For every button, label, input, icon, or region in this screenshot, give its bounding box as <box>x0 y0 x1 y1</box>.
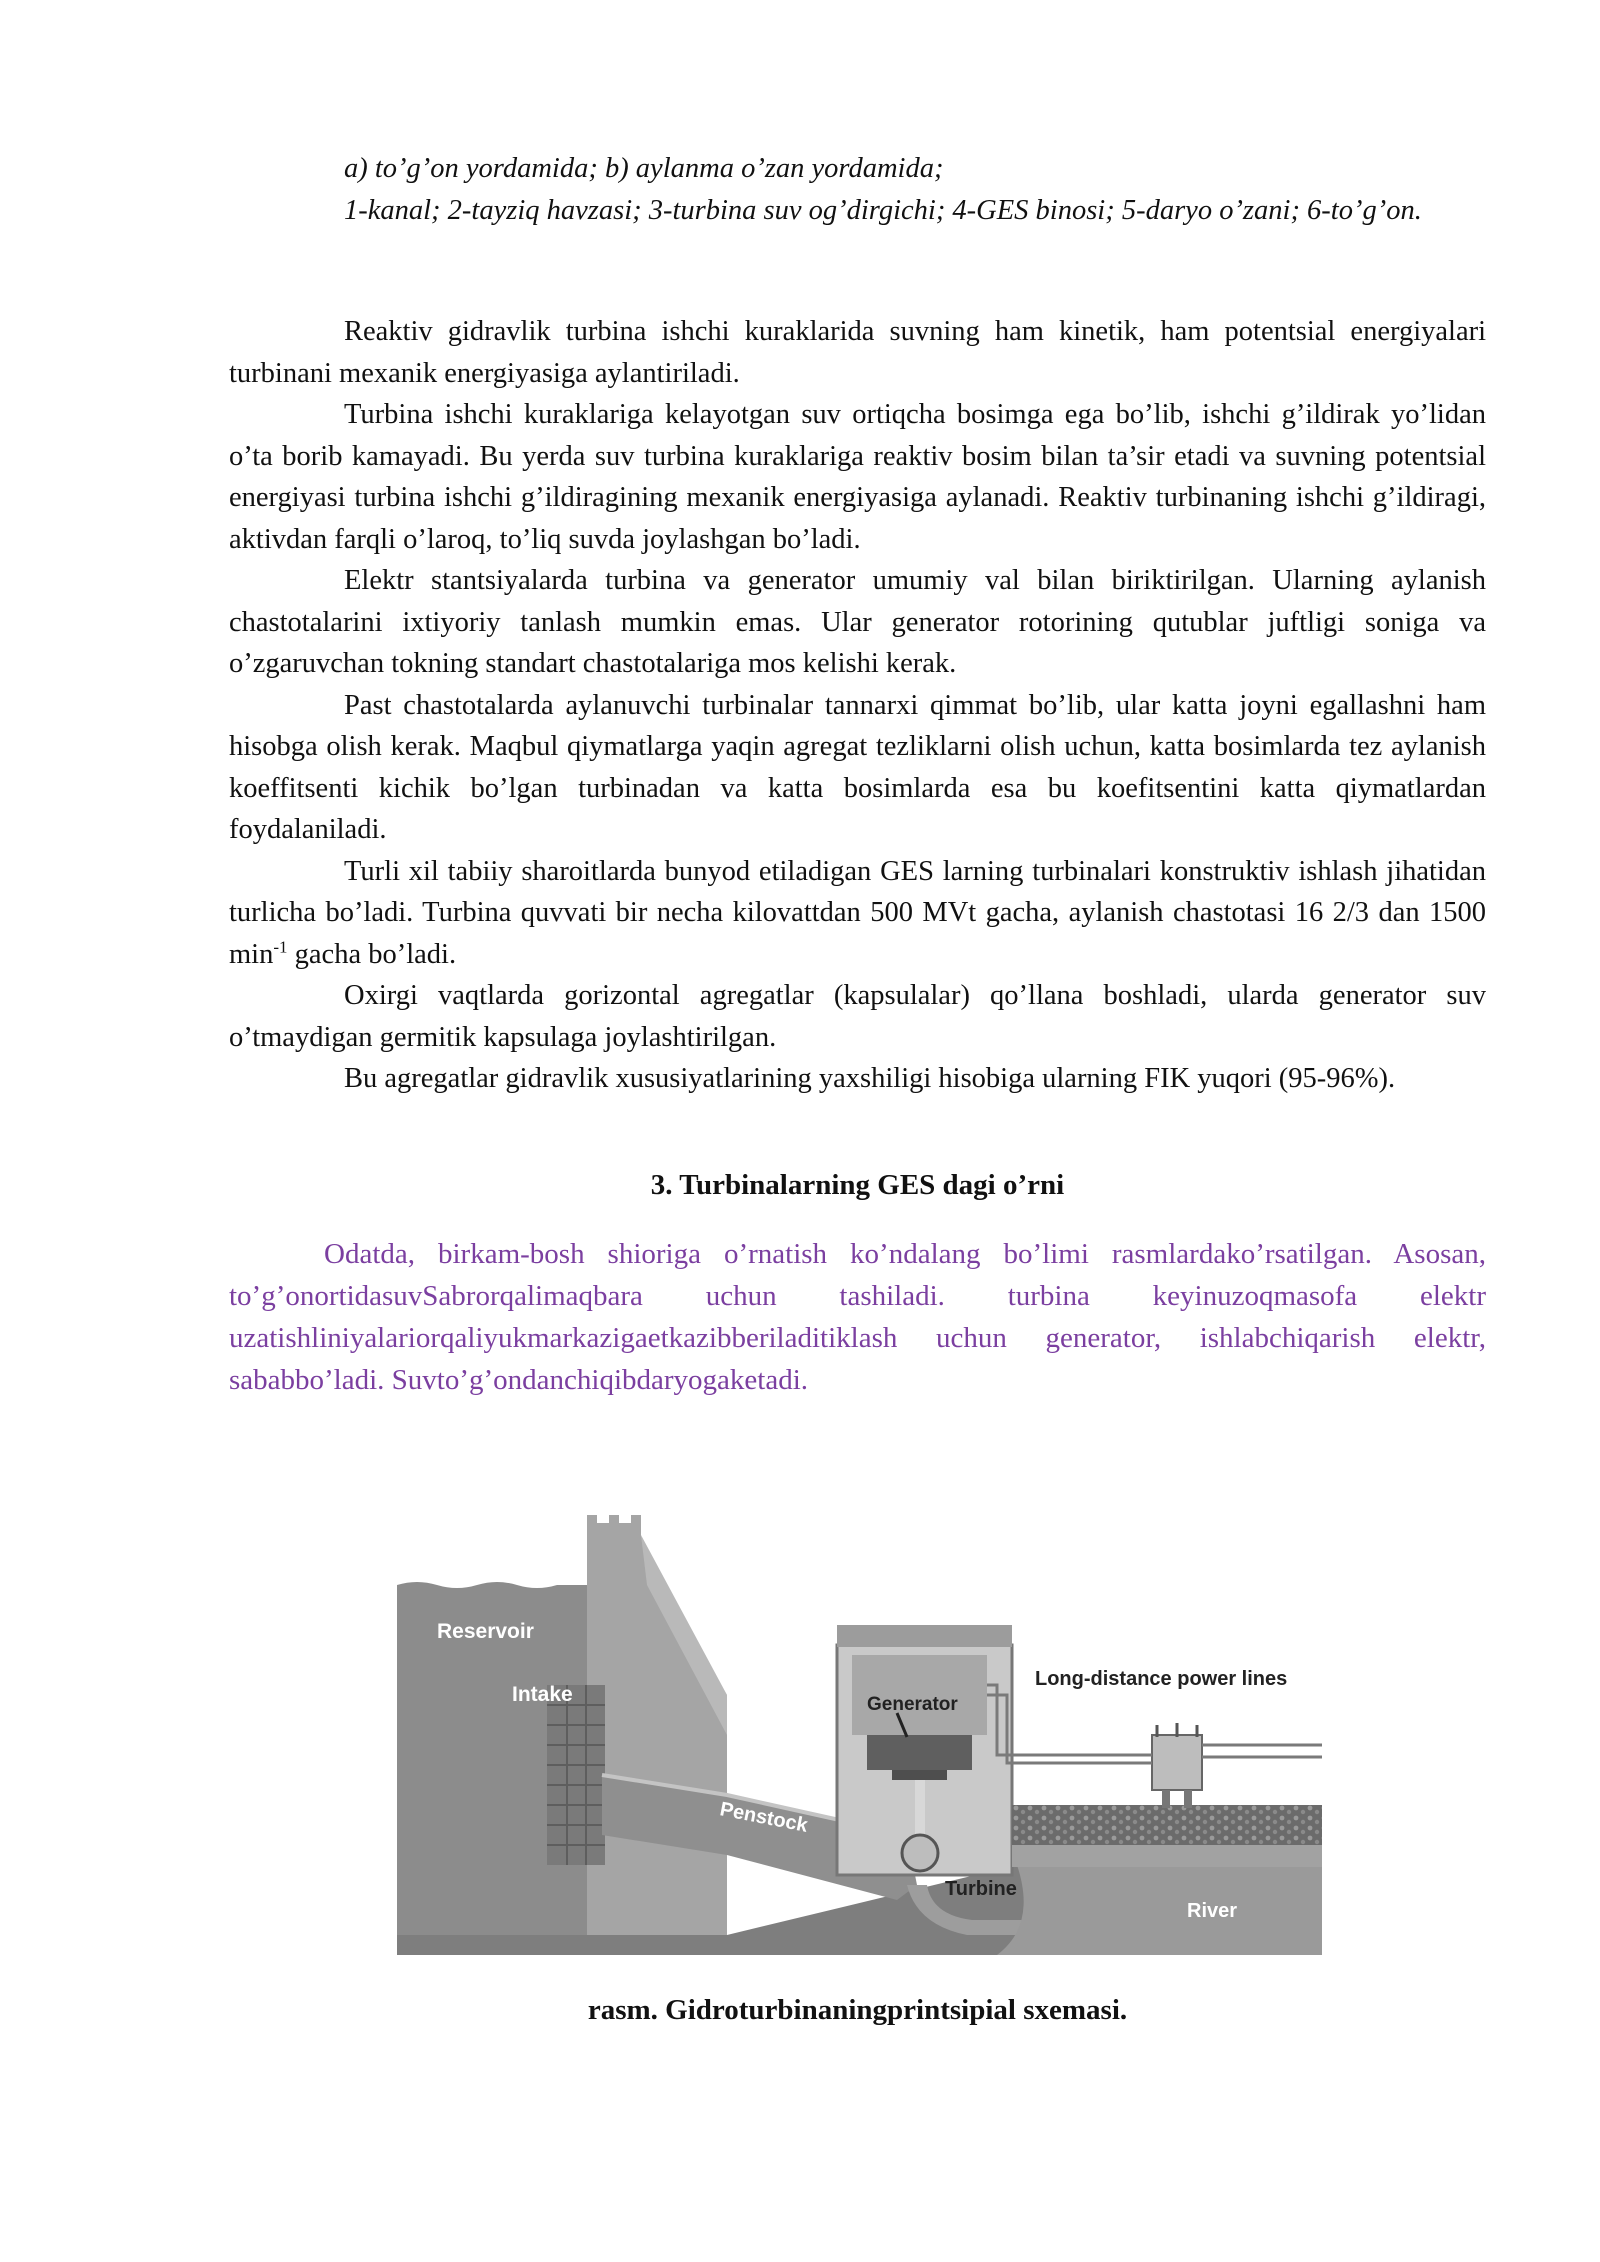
label-generator: Generator <box>867 1694 958 1715</box>
section-heading: 3. Turbinalarning GES dagi o’rni <box>650 1169 1065 1201</box>
figure-caption-lines <box>229 148 1486 231</box>
hydro-plant-svg <box>397 1505 1322 1955</box>
paragraph-2: Turbina ishchi kuraklariga kelayotgan suv ortiqcha bosimga ega bo’lib, ishchi g’ildirak yo’lidan o’ta borib kamayadi. Bu yerda suv turbina kuraklariga reaktiv bosim bilan ta’sir etadi va suvning potentsial energiyasi turbina ishchi g’ildiragining mexanik energiyasiga aylanadi. Reaktiv turbinaning ishchi g’ildiragi, aktivdan farqli o’laroq, to’liq suvda joylashgan bo’ladi. <box>229 399 1486 555</box>
caption-line-2: 1-kanal; 2-tayziq havzasi; 3-turbina suv og’dirgichi; 4-GES binosi; 5-daryo o’zani; 6-to’g’on. <box>344 194 1422 226</box>
label-river: River <box>1187 1900 1238 1922</box>
intake-grate <box>547 1685 605 1865</box>
paragraph-3: Elektr stantsiyalarda turbina va generator umumiy val bilan biriktirilgan. Ularning aylanish chastotalarini ixtiyoriy tanlash mumkin emas. Ular generator rotorining qutublar juftligi soniga va o’zgaruvchan tokning standart chastotalariga mos kelishi kerak. <box>229 565 1486 679</box>
paragraph-6: Oxirgi vaqtlarda gorizontal agregatlar (kapsulalar) qo’llana boshladi, ularda generator suv o’tmaydigan germitik kapsulaga joylashtirilgan. <box>229 980 1486 1053</box>
label-power-lines: Long-distance power lines <box>1035 1668 1288 1690</box>
caption-line-1: a) to’g’on yordamida; b) aylanma o’zan yordamida; <box>344 153 944 184</box>
figure-caption: rasm. Gidroturbinaningprintsipial sxemasi. <box>587 1994 1128 2026</box>
turbine-runner <box>902 1835 938 1871</box>
shaft <box>915 1780 925 1840</box>
paragraph-5-end: gacha bo’ladi. <box>287 938 457 970</box>
body-text <box>229 311 1486 1100</box>
paragraph-1: Reaktiv gidravlik turbina ishchi kuraklarida suvning ham kinetik, ham potentsial energiyalari turbinani mexanik energiyasiga aylantiriladi. <box>229 316 1486 389</box>
label-intake: Intake <box>512 1683 573 1706</box>
generator-housing <box>867 1735 972 1770</box>
riverbank-gravel <box>1012 1805 1322 1845</box>
label-turbine: Turbine <box>945 1878 1017 1900</box>
purple-paragraph: Odatda, birkam-bosh shioriga o’rnatish ko’ndalang bo’limi rasmlardako’rsatilgan. Asosan, to’g’onortidasuvSabrorqalimaqbara uchun tashiladi. turbina keyinuzoqmasofa elektr uzatishliniyalariorqaliyukmarkazigaetkazibberiladitiklash uchun generator, ishlabchiqarish elektr, sababbo’ladi. Suvto’g’ondanchiqibdaryogaketadi. <box>229 1238 1486 1396</box>
hydro-plant-diagram <box>397 1505 1322 1955</box>
paragraph-7: Bu agregatlar gidravlik xususiyatlarining yaxshiligi hisobiga ularning FIK yuqori (95-96%). <box>344 1063 1396 1094</box>
river-water <box>997 1865 1322 1955</box>
paragraph-5 <box>229 851 1486 976</box>
paragraph-5-main: Turli xil tabiiy sharoitlarda bunyod etiladigan GES larning turbinalari konstruktiv ishlash jihatidan turlicha bo’ladi. Turbina quvvati bir necha kilovattdan 500 MVt gacha, aylanish chastotasi 16 2/3 dan 1500 min <box>229 855 1486 970</box>
label-reservoir: Reservoir <box>437 1620 534 1643</box>
paragraph-4: Past chastotalarda aylanuvchi turbinalar tannarxi qimmat bo’lib, ular katta joyni egallashni ham hisobga olish kerak. Maqbul qiymatlarga yaqin agregat tezliklarni olish uchun, katta bosimlarda tez aylanish koeffitsenti kichik bo’lgan turbinadan va katta bosimlarda esa bu koefitsentini katta qiymatlardan foydalaniladi. <box>229 689 1486 845</box>
paragraph-5-superscript: -1 <box>273 937 288 956</box>
label-penstock: Penstock <box>718 1798 810 1837</box>
